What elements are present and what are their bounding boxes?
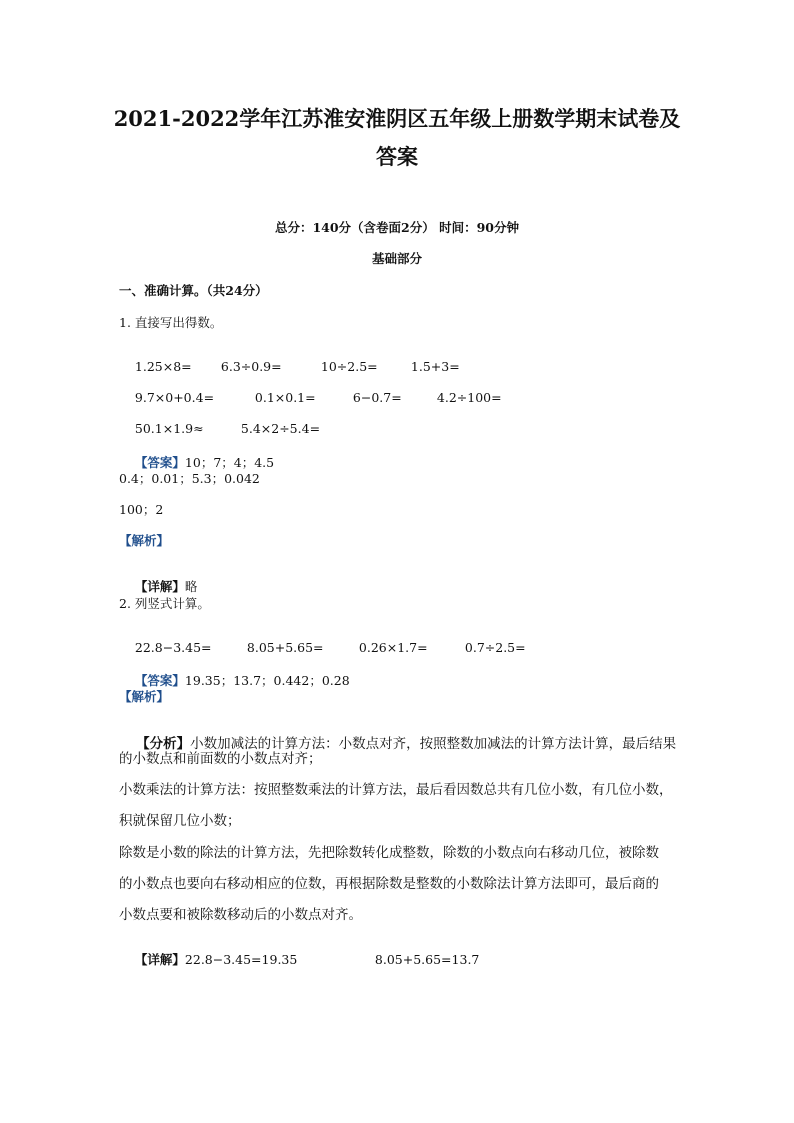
fenxi-label: 【分析】	[136, 736, 191, 752]
q1-expr: 6.3÷0.9=	[220, 359, 282, 374]
q1-expr: 0.1×0.1=	[254, 390, 316, 405]
q1-expr: 9.7×0+0.4=	[134, 390, 215, 405]
detail-label: 【详解】	[134, 952, 185, 967]
detail-expr: 22.8−3.45=19.35	[184, 952, 298, 967]
q1-expr: 4.2÷100=	[436, 390, 502, 405]
q1-answer-line-3: 100；2	[119, 502, 164, 517]
q1-expr: 5.4×2÷5.4=	[240, 421, 321, 436]
question-2-label: 2. 列竖式计算。	[119, 596, 210, 611]
document-title	[110, 100, 684, 176]
q1-expr: 1.25×8=	[134, 359, 192, 374]
detail-text: 略	[184, 579, 198, 594]
title-line-1: 2021-2022学年江苏淮安淮阴区五年级上册数学期末试卷及	[113, 106, 681, 131]
q2-detail	[119, 935, 479, 983]
part-heading: 基础部分	[371, 251, 422, 266]
answer-text: 19.35；13.7；0.442；0.28	[184, 673, 350, 688]
section-heading: 一、准确计算。（共24分）	[119, 283, 268, 298]
question-1-label: 1. 直接写出得数。	[119, 315, 223, 330]
q1-expr: 1.5+3=	[410, 359, 460, 374]
q2-analysis-p3c: 小数点要和被除数移动后的小数点对齐。	[119, 907, 362, 923]
q2-expr: 0.26×1.7=	[358, 640, 428, 655]
score-time-info: 总分：140分（含卷面2分） 时间：90分钟	[274, 220, 520, 235]
q2-analysis-p3b: 的小数点也要向右移动相应的位数，再根据除数是整数的小数除法计算方法即可，最后商的	[119, 876, 659, 892]
q1-expr: 10÷2.5=	[320, 359, 378, 374]
q2-expr: 8.05+5.65=	[246, 640, 324, 655]
detail-expr: 8.05+5.65=13.7	[374, 952, 480, 967]
q2-analysis-p3a: 除数是小数的除法的计算方法，先把除数转化成整数，除数的小数点向右移动几位，被除数	[119, 845, 659, 861]
q2-expr: 0.7÷2.5=	[464, 640, 526, 655]
q2-analysis-p1b: 的小数点和前面数的小数点对齐；	[119, 751, 322, 767]
q1-expr: 50.1×1.9≈	[134, 421, 204, 436]
q2-analysis-p2b: 积就保留几位小数；	[119, 813, 241, 829]
title-line-2: 答案	[376, 144, 418, 169]
answer-label: 【答案】	[134, 673, 185, 688]
q2-expr: 22.8−3.45=	[134, 640, 212, 655]
q2-analysis-p2a: 小数乘法的计算方法：按照整数乘法的计算方法，最后看因数总共有几位小数，有几位小数，	[119, 782, 673, 798]
q1-expr: 6−0.7=	[352, 390, 402, 405]
answer-text: 10；7；4；4.5	[184, 455, 275, 470]
fenxi-text: 小数加减法的计算方法：小数点对齐，按照整数加减法的计算方法计算，最后结果	[190, 736, 677, 752]
q2-analysis-label: 【解析】	[119, 689, 170, 704]
answer-label: 【答案】	[134, 455, 185, 470]
q1-answer-line-2: 0.4；0.01；5.3；0.042	[119, 471, 260, 486]
detail-label: 【详解】	[134, 579, 185, 594]
q1-analysis-label: 【解析】	[119, 533, 170, 548]
